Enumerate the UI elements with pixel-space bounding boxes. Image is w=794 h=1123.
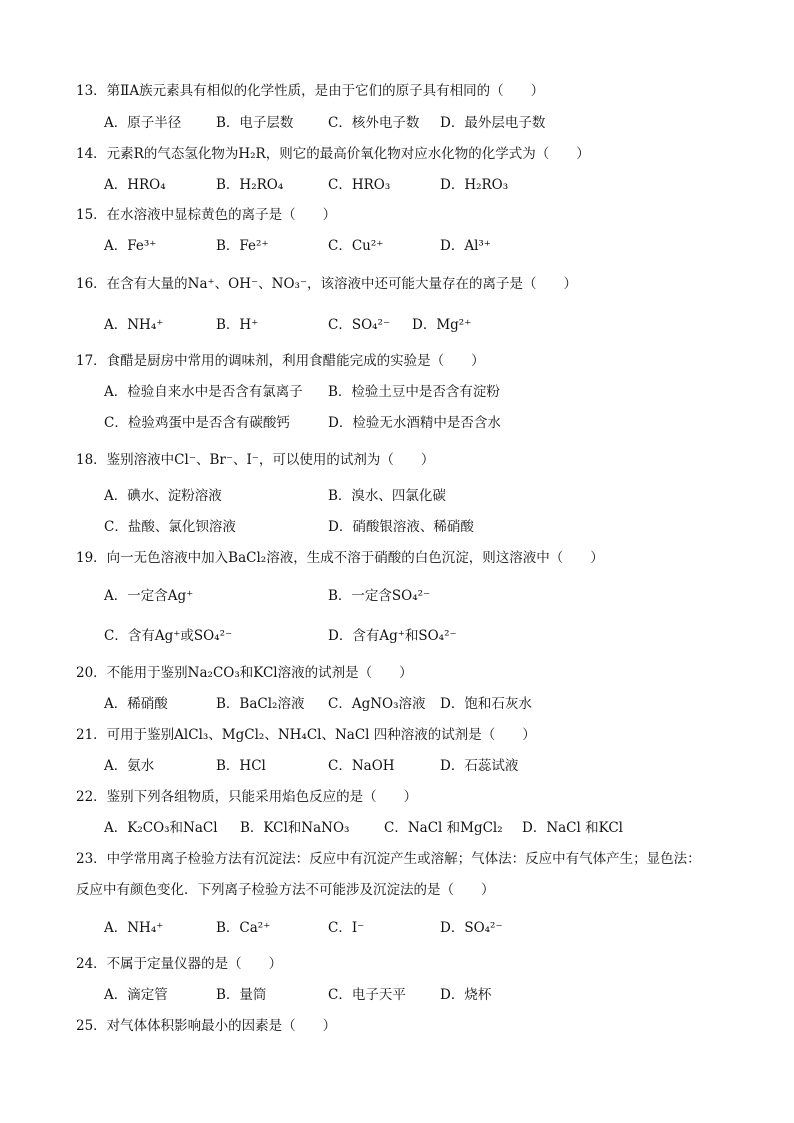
option-a: A．HRO₄	[104, 177, 166, 193]
option-b: B．Fe²⁺	[216, 238, 269, 254]
option-a: A．原子半径	[104, 115, 182, 131]
option-b: B．BaCl₂溶液	[216, 696, 305, 712]
option-c: C．NaOH	[328, 758, 395, 774]
question-22-stem: 22．鉴别下列各组物质，只能采用焰色反应的是（ ）	[76, 789, 418, 805]
question-13-stem: 13．第ⅡA族元素具有相似的化学性质，是由于它们的原子具有相同的（ ）	[76, 83, 545, 99]
question-25-stem: 25．对气体体积影响最小的因素是（ ）	[76, 1018, 337, 1034]
option-c: C．AgNO₃溶液	[328, 696, 426, 712]
question-23-stem-continued: 反应中有颜色变化．下列离子检验方法不可能涉及沉淀法的是（ ）	[76, 882, 495, 898]
question-17-stem: 17．食醋是厨房中常用的调味剂，利用食醋能完成的实验是（ ）	[76, 353, 485, 369]
option-b: B．电子层数	[216, 115, 294, 131]
question-20-stem: 20．不能用于鉴别Na₂CO₃和KCl溶液的试剂是（ ）	[76, 665, 413, 681]
question-21-stem: 21．可用于鉴别AlCl₃、MgCl₂、NH₄Cl、NaCl 四种溶液的试剂是（ ）	[76, 727, 536, 743]
option-b: B．一定含SO₄²⁻	[328, 588, 431, 604]
question-16-stem: 16．在含有大量的Na⁺、OH⁻、NO₃⁻，该溶液中还可能大量存在的离子是（ ）	[76, 276, 578, 292]
option-c: C．SO₄²⁻	[328, 317, 391, 333]
option-d: D．检验无水酒精中是否含水	[328, 415, 501, 431]
option-d: D．硝酸银溶液、稀硝酸	[328, 519, 474, 535]
option-c: C．HRO₃	[328, 177, 391, 193]
question-23-stem: 23．中学常用离子检验方法有沉淀法：反应中有沉淀产生或溶解；气体法：反应中有气体产生；显色法：	[76, 851, 701, 867]
option-d: D．SO₄²⁻	[440, 920, 503, 936]
question-24-stem: 24．不属于定量仪器的是（ ）	[76, 956, 283, 972]
option-c: C．含有Ag⁺或SO₄²⁻	[104, 628, 233, 644]
option-d: D．Mg²⁺	[412, 317, 472, 333]
option-b: B．量筒	[216, 987, 267, 1003]
question-14-stem: 14．元素R的气态氢化物为H₂R，则它的最高价氧化物对应水化物的化学式为（ ）	[76, 146, 590, 162]
option-a: A．检验自来水中是否含有氯离子	[104, 384, 303, 400]
option-c: C．盐酸、氯化钡溶液	[104, 519, 236, 535]
option-b: B．溴水、四氯化碳	[328, 488, 446, 504]
option-d: D．最外层电子数	[440, 115, 546, 131]
option-c: C．检验鸡蛋中是否含有碳酸钙	[104, 415, 290, 431]
option-c: C．I⁻	[328, 920, 365, 936]
option-d: D．含有Ag⁺和SO₄²⁻	[328, 628, 457, 644]
option-c: C．电子天平	[328, 987, 406, 1003]
option-a: A．NH₄⁺	[104, 920, 164, 936]
option-c: C．Cu²⁺	[328, 238, 384, 254]
option-c: C．核外电子数	[328, 115, 420, 131]
option-c: C．NaCl 和MgCl₂	[384, 820, 503, 836]
option-a: A．碘水、淀粉溶液	[104, 488, 222, 504]
option-a: A．K₂CO₃和NaCl	[104, 820, 218, 836]
option-d: D．NaCl 和KCl	[522, 820, 623, 836]
option-a: A．Fe³⁺	[104, 238, 157, 254]
option-a: A．NH₄⁺	[104, 317, 164, 333]
option-d: D．烧杯	[440, 987, 492, 1003]
option-a: A．一定含Ag⁺	[104, 588, 194, 604]
option-b: B．H₂RO₄	[216, 177, 284, 193]
option-d: D．石蕊试液	[440, 758, 519, 774]
option-a: A．氨水	[104, 758, 155, 774]
question-15-stem: 15．在水溶液中显棕黄色的离子是（ ）	[76, 207, 337, 223]
question-19-stem: 19．向一无色溶液中加入BaCl₂溶液，生成不溶于硝酸的白色沉淀，则这溶液中（ ）	[76, 550, 604, 566]
option-a: A．滴定管	[104, 987, 168, 1003]
question-18-stem: 18．鉴别溶液中Cl⁻、Br⁻、I⁻，可以使用的试剂为（ ）	[76, 452, 435, 468]
option-b: B．H⁺	[216, 317, 259, 333]
option-b: B．检验土豆中是否含有淀粉	[328, 384, 500, 400]
option-d: D．H₂RO₃	[440, 177, 509, 193]
option-b: B．KCl和NaNO₃	[240, 820, 350, 836]
option-d: D．饱和石灰水	[440, 696, 532, 712]
option-b: B．HCl	[216, 758, 266, 774]
option-a: A．稀硝酸	[104, 696, 168, 712]
option-d: D．Al³⁺	[440, 238, 491, 254]
option-b: B．Ca²⁺	[216, 920, 271, 936]
